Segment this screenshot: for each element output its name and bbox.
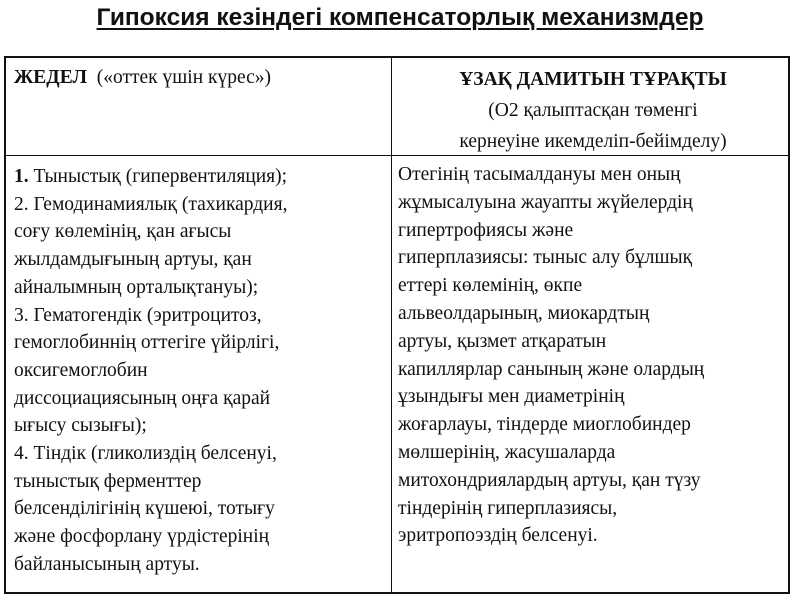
- acute-text-line: айналымның орталықтануы);: [14, 276, 259, 298]
- page-title: Гипоксия кезіндегі компенсаторлық механизмдер: [96, 4, 704, 31]
- header-acute-subtitle: («оттек үшін күрес»): [96, 67, 272, 88]
- header-chronic-subtitle-line: кернеуіне икемделіп-бейімделу): [459, 131, 727, 152]
- acute-text-line: байланысының артуы.: [14, 553, 200, 575]
- chronic-text-line: альвеолдарының, миокардтың: [398, 302, 650, 324]
- acute-mechanisms-cell: [14, 163, 389, 579]
- chronic-text-line: ұзындығы мен диаметрінің: [398, 386, 625, 408]
- chronic-text-line: эритропоэздің белсенуі.: [398, 525, 598, 547]
- chronic-text-line: митохондриялардың артуы, қан түзу: [398, 469, 701, 491]
- chronic-text-line: еттері көлемінің, өкпе: [398, 275, 583, 297]
- acute-text-line: 2. Гемодинамиялық (тахикардия,: [14, 193, 288, 215]
- chronic-text-line: жұмысалуына жауапты жүйелердің: [398, 191, 693, 213]
- chronic-text-line: гипертрофиясы және: [398, 219, 574, 241]
- acute-text-line: және фосфорлану үрдістерінің: [14, 526, 270, 548]
- acute-text-line: тыныстық ферменттер: [14, 470, 202, 492]
- acute-text-line: диссоциациясының оңға қарай: [14, 387, 271, 409]
- chronic-text-line: Отегінің тасымалдануы мен оның: [398, 164, 681, 185]
- comparison-table: [4, 56, 790, 594]
- chronic-text-line: мөлшерінің, жасушаларда: [398, 441, 616, 463]
- chronic-text-line: гиперплазиясы: тыныс алу бұлшық: [398, 247, 693, 269]
- header-chronic-subtitle-line: (O2 қалыптасқан төменгі: [488, 100, 698, 121]
- header-chronic-title: ҰЗАҚ ДАМИТЫН ТҰРАҚТЫ: [459, 69, 727, 90]
- acute-text-line: 4. Тіндік (гликолиздің белсенуі,: [14, 443, 277, 465]
- chronic-text-line: артуы, қызмет атқаратын: [398, 330, 607, 352]
- header-acute-title: ЖЕДЕЛ: [14, 67, 87, 88]
- header-chronic: [398, 64, 788, 157]
- acute-text-line: 1. Тыныстық (гипервентиляция);: [14, 166, 288, 187]
- list-number: 1.: [14, 166, 29, 187]
- chronic-mechanisms-cell: [398, 161, 788, 550]
- header-acute: [14, 64, 389, 91]
- chronic-text-line: тіндерінің гиперплазиясы,: [398, 497, 618, 519]
- acute-text-line: оксигемоглобин: [14, 359, 148, 381]
- chronic-text-line: жоғарлауы, тіндерде миоглобиндер: [398, 414, 691, 436]
- acute-text-line: белсенділігінің күшеюі, тотығу: [14, 498, 275, 520]
- acute-text-line: гемоглобиннің оттегіге үйірлігі,: [14, 332, 280, 354]
- acute-text-line: жылдамдығының артуы, қан: [14, 249, 252, 271]
- acute-text-line: 3. Гематогендік (эритроцитоз,: [14, 304, 262, 326]
- column-divider: [391, 58, 392, 592]
- acute-text-line: ығысу сызығы);: [14, 415, 147, 437]
- acute-text-line: соғу көлемінің, қан ағысы: [14, 221, 232, 243]
- chronic-text-line: капиллярлар санының және олардың: [398, 358, 705, 380]
